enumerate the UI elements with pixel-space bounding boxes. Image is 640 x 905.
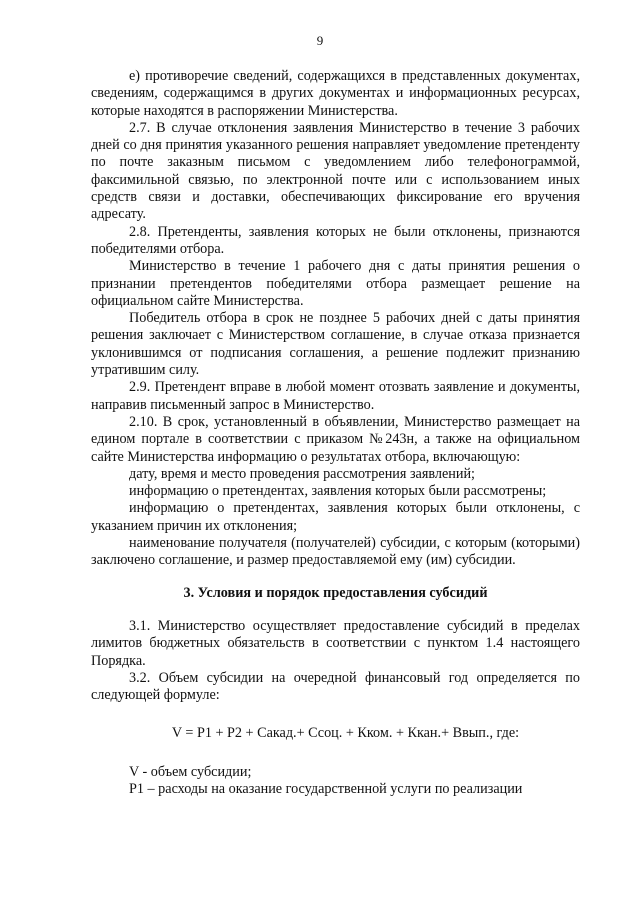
paragraph-2-10: 2.10. В срок, установленный в объявлении, Министерство размещает на едином портале в соответствии с приказом №243н, а также на официальном сайте Министерства информацию о результатах отбора, включающую:	[91, 413, 580, 465]
page-number: 9	[316, 33, 324, 48]
paragraph-2-7: 2.7. В случае отклонения заявления Министерство в течение 3 рабочих дней со дня принятия указанного решения направляет уведомление претенденту по почте заказным письмом с уведомлением либо телефонограммой, факсимильной связью, по электронной почте или с использованием иных средств связи и доставки, обеспечивающих фиксирование его вручения адресату.	[91, 119, 580, 223]
definition-p1: P1 – расходы на оказание государственной услуги по реализации	[129, 780, 523, 797]
paragraph-2-9: 2.9. Претендент вправе в любой момент отозвать заявление и документы, направив письменный запрос в Министерство.	[91, 379, 580, 413]
paragraph-2-6e: е) противоречие сведений, содержащихся в представленных документах, сведениям, содержащимся в других документах и информационных ресурсах, которые находятся в распоряжении Министерства.	[91, 68, 580, 119]
list-item-rejected: информацию о претендентах, заявления которых были отклонены, с указанием причин их отклонения;	[91, 500, 580, 534]
paragraph-2-8: 2.8. Претенденты, заявления которых не были отклонены, признаются победителями отбора.	[91, 223, 580, 257]
paragraph-2-8-publication: Министерство в течение 1 рабочего дня с даты принятия решения о признании претендентов победителями отбора размещает решение на официальном сайте Министерства.	[91, 258, 580, 309]
list-item-date: дату, время и место проведения рассмотрения заявлений;	[129, 465, 475, 482]
list-item-reviewed: информацию о претендентах, заявления которых были рассмотрены;	[129, 483, 547, 500]
paragraph-2-8-agreement: Победитель отбора в срок не позднее 5 рабочих дней с даты принятия решения заключает с Министерством соглашение, в случае отказа признается уклонившимся от подписания соглашения, а решение подлежит признанию утратившим силу.	[91, 310, 580, 379]
list-item-recipient: наименование получателя (получателей) субсидии, с которым (которыми) заключено соглашение, и размер предоставляемой ему (им) субсидии.	[91, 535, 580, 569]
paragraph-3-1: 3.1. Министерство осуществляет предоставление субсидий в пределах лимитов бюджетных обязательств в соответствии с пунктом 1.4 настоящего Порядка.	[91, 617, 580, 669]
definition-v: V - объем субсидии;	[129, 763, 252, 780]
document-body	[91, 68, 580, 798]
paragraph-3-2: 3.2. Объем субсидии на очередной финансовый год определяется по следующей формуле:	[91, 669, 580, 704]
subsidy-formula: V = P1 + P2 + Сакад.+ Ссоц. + Кком. + Ккан.+ Ввып., где:	[171, 725, 520, 742]
section-heading: 3. Условия и порядок предоставления субсидий	[183, 584, 488, 601]
